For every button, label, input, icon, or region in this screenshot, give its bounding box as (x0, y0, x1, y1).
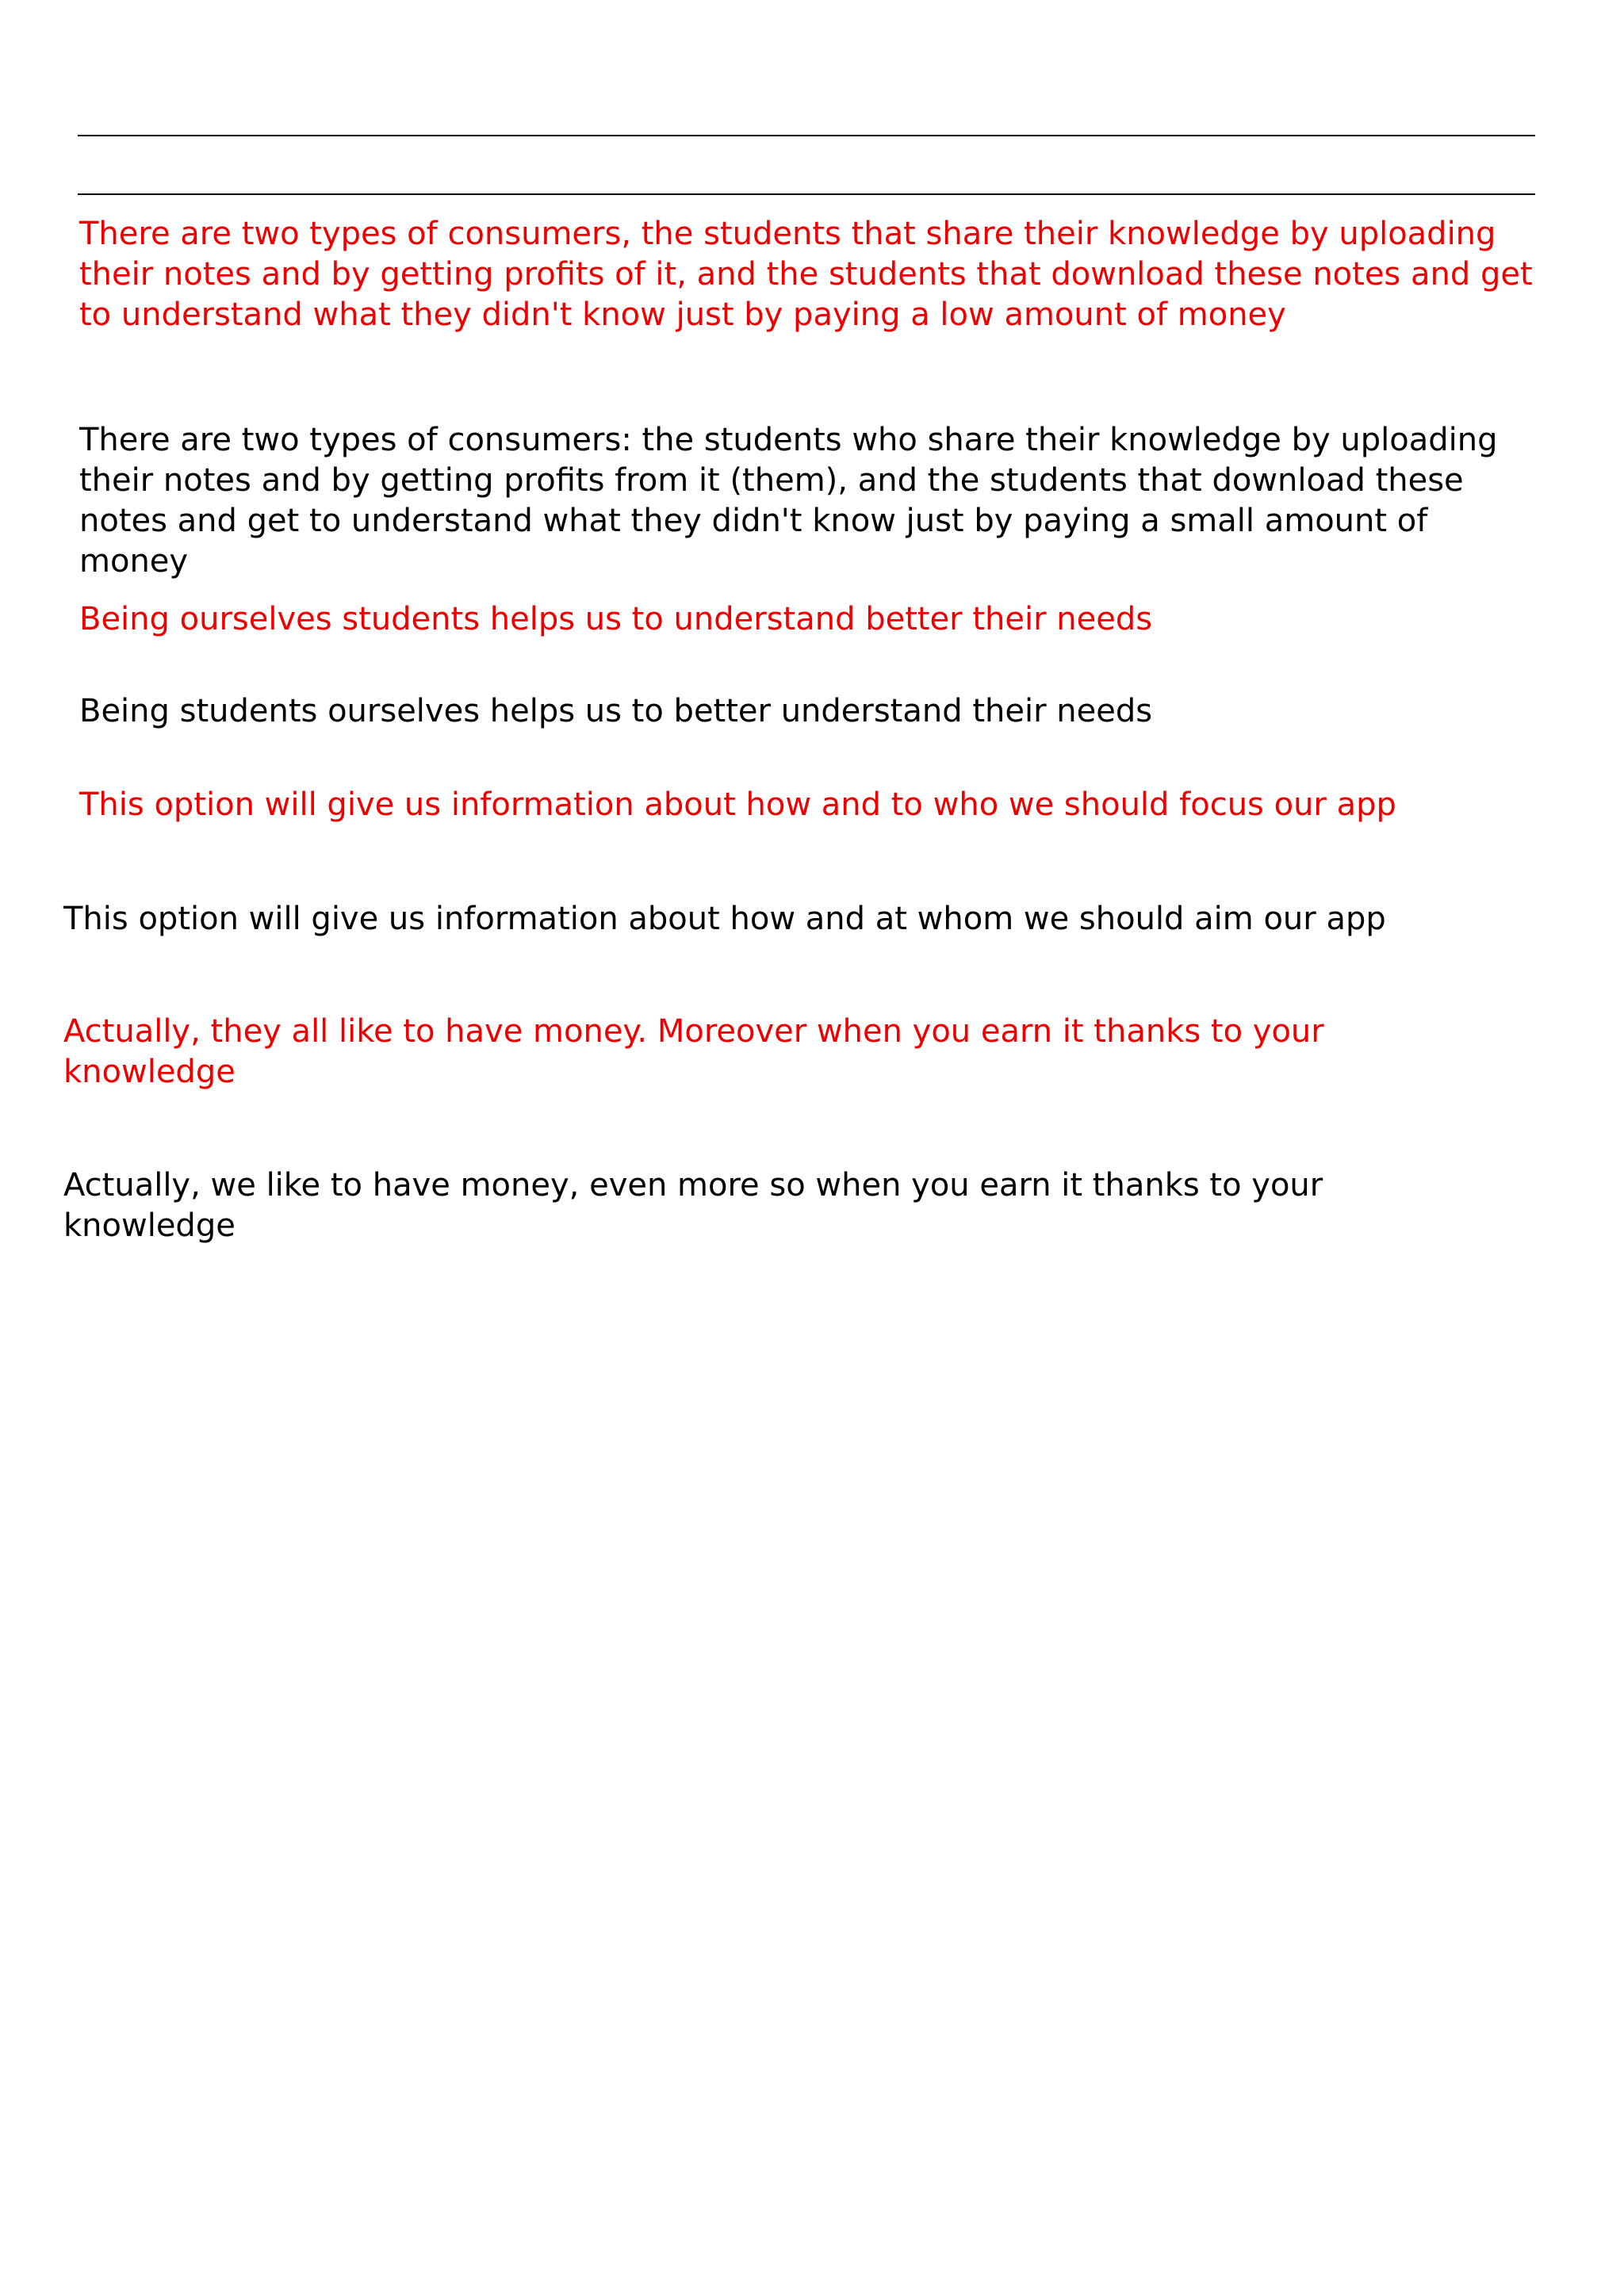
horizontal-rule-bottom (78, 193, 1535, 195)
original-sentence-option: This option will give us information about how and to who we should focus our app (79, 786, 1396, 823)
corrected-sentence-consumers: There are two types of consumers: the students who share their knowledge by uploading their notes and by getting profits from it (them), and the students that download these notes and get to understand what they didn't know just by paying a small amount of money (79, 422, 1498, 580)
original-sentence-consumers: There are two types of consumers, the students that share their knowledge by uploading their notes and by getting profits of it, and the students that download these notes and get to understand what they didn't know just by paying a low amount of money (79, 216, 1533, 333)
corrected-sentence-option: This option will give us information about how and at whom we should aim our app (63, 901, 1386, 937)
corrected-sentence-students: Being students ourselves helps us to better understand their needs (79, 693, 1153, 729)
original-sentence-money: Actually, they all like to have money. Moreover when you earn it thanks to your knowledge (63, 1013, 1324, 1090)
original-sentence-students: Being ourselves students helps us to understand better their needs (79, 601, 1153, 637)
horizontal-rule-top (78, 135, 1535, 136)
corrected-sentence-money: Actually, we like to have money, even more so when you earn it thanks to your knowledge (63, 1167, 1323, 1244)
